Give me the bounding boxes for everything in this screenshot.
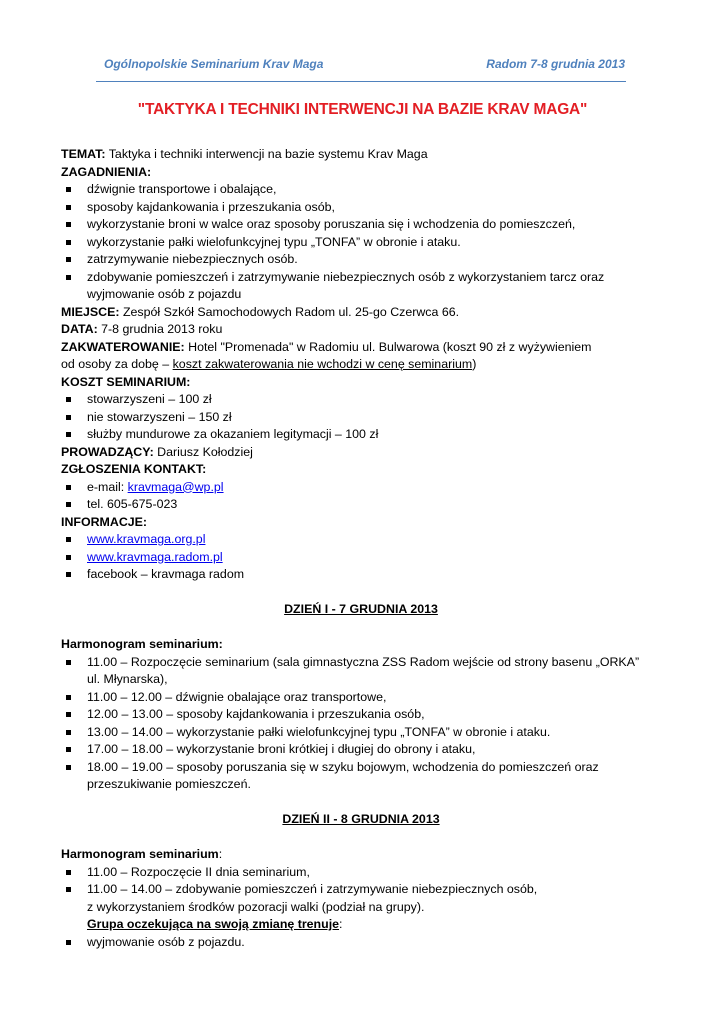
data-value: 7-8 grudnia 2013 roku [97,322,223,336]
spacer [61,584,661,602]
schedule-item: wyjmowanie osób z pojazdu. [61,934,661,952]
prowadzacy-label: PROWADZĄCY: [61,444,154,459]
schedule-item: 11.00 – Rozpoczęcie seminarium (sala gimnastyczna ZSS Radom wejście od strony basenu „ORKA” [61,654,661,672]
list-item: wykorzystanie broni w walce oraz sposoby poruszania się i wchodzenia do pomieszczeń, [61,216,661,234]
list-item: sposoby kajdankowania i przeszukania osób, [61,199,661,217]
schedule-item: 11.00 – 14.00 – zdobywanie pomieszczeń i zatrzymywanie niebezpiecznych osób, [61,881,661,899]
data-label: DATA: [61,322,98,336]
schedule-item: 11.00 – Rozpoczęcie II dnia seminarium, [61,864,661,882]
prowadzacy-line [61,444,661,462]
day2-schedule-line [61,846,661,864]
spacer [61,829,661,847]
temat-value: Taktyka i techniki interwencji na bazie systemu Krav Maga [105,147,428,161]
email-link[interactable]: kravmaga@wp.pl [127,479,224,494]
website-link-1[interactable]: www.kravmaga.org.pl [87,532,206,546]
zakwaterowanie-note: koszt zakwaterowania nie wchodzi w cenę seminarium [172,357,473,371]
zagadnienia-label: ZAGADNIENIA: [61,164,152,179]
temat-label: TEMAT: [61,147,106,161]
list-item: nie stowarzyszeni – 150 zł [61,409,661,427]
group-label: Grupa oczekująca na swoją zmianę trenuje [87,917,340,931]
facebook-item: facebook – kravmaga radom [61,566,661,584]
header-right: Radom 7-8 grudnia 2013 [486,57,625,71]
link-item [61,549,661,567]
header-rule [96,81,626,82]
link-item [61,531,661,549]
email-item [61,479,661,497]
group-colon: : [339,917,343,931]
zakwaterowanie-value: Hotel "Promenada" w Radomiu ul. Bulwarowa (koszt 90 zł z wyżywieniem [184,339,592,354]
zakwaterowanie-line2 [61,356,661,374]
list-item: zatrzymywanie niebezpiecznych osób. [61,251,661,269]
miejsce-value: Zespół Szkół Samochodowych Radom ul. 25-go Czerwca 66. [119,304,460,319]
phone-item: tel. 605-675-023 [61,496,661,514]
koszt-label: KOSZT SEMINARIUM: [61,374,191,389]
day1-heading: DZIEŃ I - 7 GRUDNIA 2013 [284,602,438,616]
zgloszenia-label: ZGŁOSZENIA KONTAKT: [61,462,207,476]
list-item: wykorzystanie pałki wielofunkcyjnej typu „TONFA” w obronie i ataku. [61,234,661,252]
email-prefix: e-mail: [87,479,128,494]
schedule-item-continuation: ul. Młynarska), [87,672,168,686]
data-line [61,321,661,339]
spacer [61,794,661,812]
prowadzacy-value: Dariusz Kołodziej [153,444,253,459]
zakwaterowanie-line [61,339,661,357]
day2-schedule-label: Harmonogram seminarium [61,847,219,861]
list-item: dźwignie transportowe i obalające, [61,181,661,199]
list-item: służby mundurowe za okazaniem legitymacji – 100 zł [61,426,661,444]
informacje-label: INFORMACJE: [61,514,148,529]
schedule-item: 18.00 – 19.00 – sposoby poruszania się w szyku bojowym, wchodzenia do pomieszczeń oraz [61,759,661,777]
website-link-2[interactable]: www.kravmaga.radom.pl [87,549,223,564]
schedule-item-continuation: przeszukiwanie pomieszczeń. [87,777,251,791]
page-header [104,57,625,74]
spacer [61,619,661,637]
schedule-item: 11.00 – 12.00 – dźwignie obalające oraz transportowe, [61,689,661,707]
day2-schedule-colon: : [218,847,223,861]
zakwaterowanie-post: ) [472,357,477,371]
miejsce-label: MIEJSCE: [61,304,120,319]
header-left: Ogólnopolskie Seminarium Krav Maga [104,57,324,71]
schedule-item: 17.00 – 18.00 – wykorzystanie broni krótkiej i długiej do obrony i ataku, [61,741,661,759]
zakwaterowanie-label: ZAKWATEROWANIE: [61,339,185,354]
schedule-item: 12.00 – 13.00 – sposoby kajdankowania i przeszukania osób, [61,706,661,724]
list-item: stowarzyszeni – 100 zł [61,391,661,409]
group-line [61,916,661,934]
zakwaterowanie-pre: od osoby za dobę – [61,357,173,371]
temat-line [61,146,661,164]
schedule-item: 13.00 – 14.00 – wykorzystanie pałki wielofunkcyjnej typu „TONFA” w obronie i ataku. [61,724,661,742]
document-body [61,146,661,951]
miejsce-line [61,304,661,322]
day1-schedule-label: Harmonogram seminarium: [61,637,223,651]
schedule-item-continuation: z wykorzystaniem środków pozoracji walki (podział na grupy). [87,899,425,914]
day2-heading: DZIEŃ II - 8 GRUDNIA 2013 [282,812,440,826]
document-title: "TAKTYKA I TECHNIKI INTERWENCJI NA BAZIE KRAV MAGA" [137,101,588,118]
list-item-continuation: wyjmowanie osób z pojazdu [87,287,242,301]
list-item: zdobywanie pomieszczeń i zatrzymywanie niebezpiecznych osób z wykorzystaniem tarcz oraz [61,269,661,287]
